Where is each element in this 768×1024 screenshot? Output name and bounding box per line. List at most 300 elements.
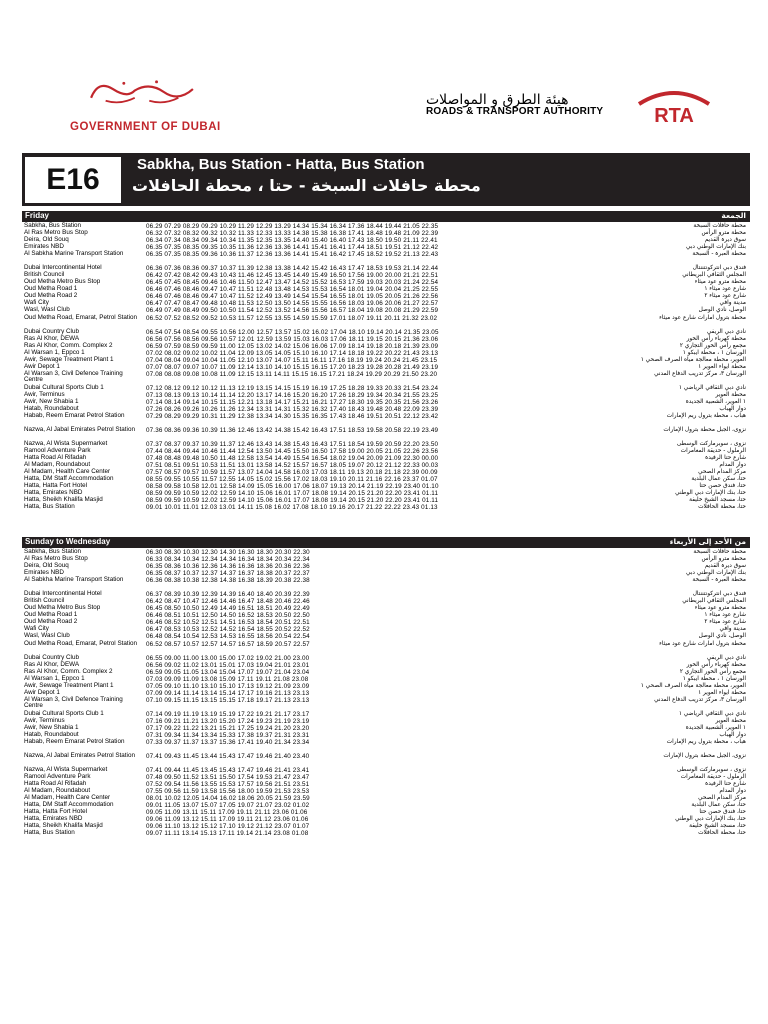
stop-name: Hatta, Emirates NBD (24, 489, 83, 497)
stop-name-ar: حتا، مسجد الشيخ خليفة (689, 823, 746, 830)
rta-arabic-name: هيئة الطرق و المواصلات (426, 92, 569, 108)
departure-times: 07.31 09.34 11.34 13.34 15.33 17.38 19.37 21.31 23.31 (146, 731, 310, 739)
table-row (22, 725, 750, 732)
stop-name: Sabkha, Bus Station (24, 548, 82, 555)
stop-name-ar: دوار الهباب (719, 731, 746, 738)
stop-name-ar: بنك الإمارات الوطني دبي (685, 244, 746, 251)
table-row (22, 802, 750, 809)
table-row (22, 350, 750, 357)
stop-name: Deira, Old Souq (24, 236, 69, 244)
route-title-ar: محطة حافلات السبخة - حتا ، محطة الحافلات (132, 176, 481, 195)
stop-name: Dubai Intercontinental Hotel (24, 264, 102, 272)
departure-times: 09.01 10.01 11.01 12.03 13.01 14.11 15.08 16.02 17.08 18.10 19.16 20.17 21.22 22.22 23.43 01.13 (146, 504, 438, 512)
table-row (22, 732, 750, 739)
table-row (22, 455, 750, 462)
stop-name: Hatta, DM Staff Accommodation (24, 475, 114, 483)
stop-name-ar: نزوى، الجبل محطة بترول الإمارات (663, 752, 746, 759)
stop-name: Ras Al Khor, Comm. Complex 2 (24, 667, 113, 675)
departure-times: 09.06 11.10 13.12 15.12 17.10 19.12 21.12 23.07 01.07 (146, 823, 310, 831)
departure-times: 06.35 08.37 10.37 12.37 14.37 16.37 18.38 20.37 22.37 (146, 570, 310, 578)
stop-name-ar: شارع عود ميثاء ٢ (704, 619, 746, 626)
stop-name: Ras Al Khor, Comm. Complex 2 (24, 341, 113, 349)
stop-name-ar: محطة حافلات السبخة (693, 223, 746, 229)
stop-name: Dubai Country Club (24, 653, 79, 661)
stop-name-ar: شارع عود ميثاء ١ (704, 286, 746, 293)
table-row (22, 823, 750, 830)
table-row (22, 469, 750, 476)
stop-name: Al Warsan 3, Civil Defence Training Centre (24, 369, 123, 384)
stop-name: Ras Al Khor, DEWA (24, 334, 80, 342)
stop-name-ar: محطة مترو عود ميثاء (694, 605, 746, 612)
stop-name: Al Madam, Roundabout (24, 787, 91, 795)
table-row (22, 483, 750, 490)
departure-times: 07.14 09.19 11.19 13.19 15.19 17.22 19.21 21.17 23.17 (146, 710, 310, 718)
stop-name-ar: المجلس الثقافي البريطاني (682, 598, 746, 605)
stop-name: Awir, Sewage Treatment Plant 1 (24, 681, 114, 689)
departure-times: 07.14 08.14 09.14 10.15 11.15 12.21 13.18 14.17 15.21 16.21 17.27 18.30 19.35 20.35 21.56 23.26 (146, 398, 439, 406)
stop-name-ar: مدينة وافي (719, 626, 746, 633)
table-row (22, 497, 750, 504)
route-code: E16 (25, 157, 121, 203)
table-row (22, 781, 750, 788)
stop-name-ar: المجلس الثقافي البريطاني (682, 272, 746, 279)
departure-times: 06.30 08.30 10.30 12.30 14.30 16.30 18.30 20.30 22.30 (146, 549, 310, 556)
departure-times: 07.26 08.26 09.26 10.26 11.26 12.34 13.31 14.31 15.32 16.32 17.40 18.43 19.48 20.48 22.09 23.39 (146, 405, 439, 413)
table-row (22, 286, 750, 293)
table-row (22, 563, 750, 570)
stop-name-ar: نادي دبي الريفي (706, 328, 746, 335)
stop-name: Hatta, DM Staff Accommodation (24, 801, 114, 809)
departure-times: 06.29 07.29 08.29 09.29 10.29 11.29 12.29 13.29 14.34 15.34 16.34 17.36 18.44 19.44 21.05 22.35 (146, 223, 439, 230)
departure-times: 07.29 08.29 09.29 10.31 11.29 12.38 13.34 14.30 15.35 16.35 17.43 18.46 19.51 20.51 22.12 23.42 (146, 412, 439, 420)
departure-times: 09.07 11.11 13.14 15.13 17.11 19.14 21.14 23.08 01.08 (146, 830, 309, 838)
stop-name: Oud Metha Metro Bus Stop (24, 278, 101, 286)
table-row (22, 336, 750, 343)
table-row (22, 619, 750, 626)
rta-logo-icon (634, 86, 714, 126)
stop-name-ar: سوق ديرة القديم (704, 237, 746, 244)
table-row (22, 598, 750, 605)
departure-times: 06.47 08.53 10.53 12.52 14.52 16.54 18.55 20.52 22.52 (146, 626, 310, 634)
timetable-page (22, 0, 750, 1024)
table-row (22, 329, 750, 336)
table-row (22, 371, 750, 385)
departure-times: 07.10 09.15 11.15 13.15 15.15 17.18 19.17 21.13 23.13 (146, 696, 310, 704)
departure-times: 07.12 08.12 09.12 10.12 11.13 12.19 13.15 14.15 15.19 16.19 17.25 18.28 19.33 20.33 21.54 23.24 (146, 384, 439, 392)
stop-name-ar: ١ العوير، الشعبية الجديدة (685, 398, 746, 405)
departure-times: 07.51 08.51 09.51 10.53 11.51 13.01 13.58 14.52 15.57 16.57 18.05 19.07 20.12 21.12 22.33 00.03 (146, 462, 439, 470)
friday-label-ar: الجمعة (721, 211, 746, 220)
stop-name: Ramool Adventure Park (24, 447, 91, 455)
table-row (22, 364, 750, 371)
table-row (22, 683, 750, 690)
table-row (22, 385, 750, 392)
stop-name: Awir, Sewage Treatment Plant 1 (24, 355, 114, 363)
stop-name-ar: حتا، محطة الحافلات (698, 504, 746, 511)
stop-name-ar: دوار المدام (719, 788, 746, 795)
stop-name: Awir, New Shabia 1 (24, 397, 79, 405)
table-row (22, 753, 750, 767)
table-row (22, 816, 750, 823)
departure-times: 06.52 07.52 08.52 09.52 10.53 11.57 12.55 13.55 14.59 15.59 17.01 18.07 19.11 20.11 21.32 23.02 (146, 314, 438, 322)
stop-name-ar: مجمع رأس الخور التجاري ٢ (679, 342, 746, 349)
departure-times: 06.54 07.54 08.54 09.55 10.56 12.00 12.57 13.57 15.02 16.02 17.04 18.10 19.14 20.14 21.35 23.05 (146, 328, 439, 336)
departure-times: 07.41 09.44 11.45 13.45 15.43 17.47 19.46 21.41 23.41 (146, 766, 310, 774)
weekday-section-header (22, 537, 750, 548)
table-row (22, 774, 750, 781)
stop-name: Wasl, Wasl Club (24, 306, 70, 314)
stop-name-ar: محطة العوير (715, 391, 746, 398)
departure-times: 08.55 09.55 10.55 11.57 12.55 14.05 15.02 15.56 17.02 18.03 19.10 20.11 21.16 22.16 23.37 01.07 (146, 476, 438, 484)
departure-times: 06.48 08.54 10.54 12.53 14.53 16.55 18.56 20.54 22.54 (146, 633, 310, 641)
stop-name-ar: شارع عود ميثاء ١ (704, 612, 746, 619)
stop-name: Dubai Cultural Sports Club 1 (24, 383, 104, 391)
table-row (22, 809, 750, 816)
stop-name-ar: الورسان ٣، مركز تدريب الدفاع المدني (654, 696, 746, 703)
departure-times: 06.46 07.46 08.46 09.47 10.47 11.52 12.49 13.49 14.54 15.54 16.55 18.01 19.05 20.05 21.26 22.56 (146, 293, 439, 301)
stop-name-ar: محطة مترو الرأس (701, 556, 746, 563)
stop-name-ar: محطة ايواء العوير ١ (698, 689, 746, 696)
table-row (22, 427, 750, 441)
table-row (22, 788, 750, 795)
table-row (22, 577, 750, 591)
stop-name: Oud Metha Metro Bus Stop (24, 604, 101, 612)
stop-name: Hatta Road Al Rifadah (24, 780, 87, 788)
stop-name-ar: نزوى، الجبل محطة بترول الإمارات (663, 426, 746, 433)
stop-name: Oud Metha Road 1 (24, 611, 78, 619)
departure-times: 07.36 08.36 09.36 10.39 11.36 12.46 13.42 14.38 15.42 16.43 17.51 18.53 19.58 20.58 22.19 23.49 (146, 426, 439, 434)
table-row (22, 676, 750, 683)
table-row (22, 767, 750, 774)
stop-name: Wafi City (24, 299, 49, 307)
departure-times: 06.42 08.47 10.47 12.46 14.46 16.47 18.48 20.46 22.46 (146, 598, 310, 606)
stop-name-ar: دوار الهباب (719, 405, 746, 412)
departure-times: 07.13 08.13 09.13 10.14 11.14 12.20 13.17 14.16 15.20 16.20 17.26 18.29 19.34 20.34 21.55 23.25 (146, 391, 439, 399)
table-row (22, 718, 750, 725)
stop-name-ar: العوير، محطة معالجة مياه الصرف الصحي ١ (640, 356, 746, 363)
stop-name-ar: مجمع رأس الخور التجاري ٢ (679, 668, 746, 675)
stop-name-ar: ١ العوير، الشعبية الجديدة (685, 724, 746, 731)
departure-times: 06.56 09.02 11.02 13.01 15.01 17.03 19.04 21.01 23.01 (146, 661, 310, 669)
stop-name: Nazwa, Al Wista Supermarket (24, 765, 108, 773)
stop-name: Dubai Intercontinental Hotel (24, 590, 102, 598)
departure-times: 06.46 08.51 10.51 12.50 14.50 16.52 18.53 20.50 22.50 (146, 612, 310, 620)
departure-times: 06.35 07.35 08.35 09.36 10.36 11.37 12.36 13.36 14.41 15.41 16.42 17.45 18.52 19.52 21.13 22.43 (146, 251, 439, 259)
stop-name: British Council (24, 597, 65, 605)
stop-name: Oud Metha Road, Emarat, Petrol Station (24, 313, 138, 321)
stop-name: Hatta, Hatta Fort Hotel (24, 808, 87, 816)
table-row (22, 244, 750, 251)
departure-times: 06.45 08.50 10.50 12.49 14.49 16.51 18.51 20.49 22.49 (146, 605, 310, 613)
table-row (22, 641, 750, 655)
stop-name: Al Warsan 1, Eppco 1 (24, 348, 85, 356)
table-row (22, 662, 750, 669)
departure-times: 07.33 09.37 11.37 13.37 15.36 17.41 19.40 21.34 23.34 (146, 738, 310, 746)
table-row (22, 462, 750, 469)
stop-name: Dubai Cultural Sports Club 1 (24, 709, 104, 717)
stop-name-ar: دوار المدام (719, 462, 746, 469)
stop-name: Habab, Reem Emarat Petrol Station (24, 411, 125, 419)
departure-times: 06.36 07.36 08.36 09.37 10.37 11.39 12.38 13.38 14.42 15.42 16.43 17.47 18.53 19.53 21.14 22.44 (146, 265, 439, 273)
stop-name: Nazwa, Al Jabal Emirates Petrol Station (24, 425, 135, 433)
table-row (22, 406, 750, 413)
stop-name-ar: بنك الإمارات الوطني دبي (685, 570, 746, 577)
table-row (22, 570, 750, 577)
rta-english-name: ROADS & TRANSPORT AUTHORITY (426, 106, 604, 117)
stop-name-ar: مدينة وافي (719, 300, 746, 307)
stop-name: Habab, Reem Emarat Petrol Station (24, 737, 125, 745)
stop-name: Nazwa, Al Wista Supermarket (24, 439, 108, 447)
stop-name-ar: حتا، بنك الإمارات دبي الوطني (675, 816, 746, 823)
stop-name-ar: محطة مترو عود ميثاء (694, 279, 746, 286)
departure-times: 06.46 08.52 10.52 12.51 14.51 16.53 18.54 20.51 22.51 (146, 619, 310, 627)
stop-name-ar: محطة كهرباء رأس الخور (686, 661, 746, 668)
departure-times: 07.09 09.14 11.14 13.14 15.14 17.17 19.16 21.13 23.13 (146, 689, 310, 697)
stop-name-ar: سوق ديرة القديم (704, 563, 746, 570)
stop-name: Oud Metha Road 2 (24, 618, 78, 626)
table-row (22, 549, 750, 556)
stop-name: Hatta, Sheikh Khalifa Masjid (24, 822, 103, 830)
departure-times: 06.59 07.59 08.59 09.59 11.00 12.05 13.02 14.02 15.06 16.06 17.09 18.14 19.18 20.18 21.39 23.09 (146, 342, 439, 350)
stop-name-ar: مركز المدام الصحي (698, 795, 746, 802)
departure-times: 06.35 08.36 10.36 12.36 14.36 16.36 18.36 20.36 22.36 (146, 563, 310, 571)
stop-name-ar: الوصل، نادي الوصل (698, 307, 746, 314)
stop-name: Al Madam, Roundabout (24, 461, 91, 469)
stop-name-ar: محطة العبرة - السبخة (692, 251, 746, 258)
stop-name-ar: حتا، فندق حصن حتا (699, 483, 746, 490)
stop-name-ar: الرملول - حديقة المغامرات (680, 774, 746, 781)
stop-name: Al Madam, Health Care Center (24, 468, 111, 476)
svg-text:RTA: RTA (654, 105, 694, 126)
departure-times: 06.55 09.00 11.00 13.00 15.00 17.02 19.02 21.00 23.00 (146, 654, 310, 662)
departure-times: 07.41 09.43 11.45 13.44 15.43 17.47 19.46 21.40 23.40 (146, 752, 310, 760)
table-row (22, 669, 750, 676)
stop-name: Al Madam, Health Care Center (24, 794, 111, 802)
stop-name-ar: محطة بترول امارات شارع عود ميثاء (659, 314, 746, 321)
stop-name-ar: هباب ، محطة بترول ريم الإمارات (666, 412, 746, 419)
table-row (22, 300, 750, 307)
stop-name-ar: نزوى ، سوبرماركت الوسطى (676, 766, 746, 773)
departure-times: 07.37 08.37 09.37 10.39 11.37 12.46 13.43 14.38 15.43 16.43 17.51 18.54 19.59 20.59 22.20 23.50 (146, 440, 439, 448)
table-row (22, 711, 750, 718)
stop-name-ar: شارع حتا الرفيدة (705, 781, 746, 788)
departure-times: 06.45 07.45 08.45 09.46 10.46 11.50 12.47 13.47 14.52 15.52 16.53 17.59 19.03 20.03 21.24 22.54 (146, 279, 439, 287)
table-row (22, 392, 750, 399)
stop-name: Emirates NBD (24, 569, 64, 577)
departure-times: 08.59 09.59 10.59 12.02 12.59 14.10 15.06 16.01 17.07 18.08 19.14 20.15 21.20 22.20 23.41 01.11 (146, 490, 439, 498)
stop-name-ar: محطة العبرة - السبخة (692, 577, 746, 584)
stop-name-ar: العوير، محطة معالجة مياه الصرف الصحي ١ (640, 682, 746, 689)
table-row (22, 223, 750, 230)
departure-times: 06.46 07.46 08.46 09.47 10.47 11.51 12.48 13.48 14.53 15.53 16.54 18.01 19.04 20.04 21.25 22.55 (146, 286, 439, 294)
departure-times: 07.16 09.21 11.21 13.20 15.20 17.24 19.23 21.19 23.19 (146, 717, 310, 725)
stop-name-ar: حتا، فندق حصن حتا (699, 809, 746, 816)
stop-name: Hatta, Emirates NBD (24, 815, 83, 823)
stop-name: Oud Metha Road 1 (24, 285, 78, 293)
departure-times: 07.02 08.02 09.02 10.02 11.04 12.09 13.05 14.05 15.10 16.10 17.14 18.18 19.22 20.22 21.43 23.13 (146, 349, 439, 357)
departure-times: 06.47 07.47 08.47 09.48 10.48 11.53 12.50 13.50 14.55 15.55 16.56 18.03 19.06 20.06 21.27 22.57 (146, 300, 439, 308)
table-row (22, 251, 750, 265)
stop-name: Awir, Terminus (24, 390, 65, 398)
stop-name-ar: حتا، سكن عمال البلدية (691, 476, 746, 483)
table-row (22, 795, 750, 802)
stop-name: Emirates NBD (24, 243, 64, 251)
table-row (22, 830, 750, 837)
departure-times: 07.44 08.44 09.44 10.46 11.44 12.54 13.50 14.45 15.50 16.50 17.58 19.00 20.05 21.05 22.26 23.56 (146, 448, 439, 456)
departure-times: 09.06 11.09 13.12 15.11 17.09 19.11 21.12 23.06 01.06 (146, 816, 309, 824)
table-row (22, 476, 750, 483)
departure-times: 06.49 07.49 08.49 09.50 10.50 11.54 12.52 13.52 14.56 15.56 16.57 18.04 19.08 20.08 21.29 22.59 (146, 307, 439, 315)
departure-times: 06.42 07.42 08.42 09.43 10.43 11.46 12.45 13.45 14.49 15.49 16.50 17.56 19.00 20.00 21.21 22.51 (146, 272, 439, 280)
stop-name: Hatta, Bus Station (24, 503, 75, 511)
table-row (22, 690, 750, 697)
stop-name: Hatab, Roundabout (24, 730, 79, 738)
stop-name-ar: محطة ايواء العوير ١ (698, 363, 746, 370)
stop-name-ar: حتا، سكن عمال البلدية (691, 802, 746, 809)
table-row (22, 626, 750, 633)
stop-name-ar: شارع حتا الرفيدة (705, 455, 746, 462)
stop-name: Hatta, Bus Station (24, 829, 75, 837)
stop-name-ar: نزوى ، سوبرماركت الوسطى (676, 440, 746, 447)
stop-name-ar: نادي دبي الثقافي الرياضي ١ (678, 384, 746, 391)
departure-times: 07.52 09.54 11.56 13.55 15.53 17.57 19.56 21.51 23.51 (146, 781, 310, 789)
stop-name: Al Sabkha Marine Transport Station (24, 576, 124, 584)
table-row (22, 490, 750, 497)
stop-name-ar: حتا، بنك الإمارات دبي الوطني (675, 490, 746, 497)
departure-times: 06.37 08.39 10.39 12.39 14.39 16.40 18.40 20.39 22.39 (146, 591, 310, 599)
stop-name-ar: فندق دبي انتركونتننتال (692, 591, 746, 598)
departure-times: 07.48 08.48 09.48 10.50 11.48 12.58 13.54 14.49 15.54 16.54 18.02 19.04 20.09 21.09 22.30 00.00 (146, 455, 439, 463)
stop-name: Al Ras Metro Bus Stop (24, 555, 88, 563)
stop-name: Awir Depot 1 (24, 362, 60, 370)
table-row (22, 272, 750, 279)
stop-name-ar: نادي دبي الريفي (706, 654, 746, 661)
friday-section-header (22, 211, 750, 222)
table-row (22, 605, 750, 612)
stop-name-ar: الرملول - حديقة المغامرات (680, 448, 746, 455)
table-row (22, 697, 750, 711)
stop-name: Hatta, Hatta Fort Hotel (24, 482, 87, 490)
stop-name: Hatta, Sheikh Khalifa Masjid (24, 496, 103, 504)
stop-name-ar: محطة مترو الرأس (701, 230, 746, 237)
stop-name: Hatta Road Al Rifadah (24, 454, 87, 462)
route-title-en: Sabkha, Bus Station - Hatta, Bus Station (137, 156, 425, 173)
table-row (22, 357, 750, 364)
departure-times: 08.01 10.02 12.05 14.04 16.02 18.06 20.05 21.59 23.59 (146, 795, 310, 803)
departure-times: 07.17 09.22 11.22 13.21 15.21 17.25 19.24 21.20 23.20 (146, 724, 310, 732)
table-row (22, 265, 750, 272)
departure-times: 06.32 07.32 08.32 09.32 10.32 11.33 12.33 13.33 14.38 15.38 16.38 17.41 18.48 19.48 21.09 22.39 (146, 230, 439, 238)
departure-times: 07.08 08.08 09.08 10.08 11.09 12.15 13.11 14.11 15.15 16.15 17.21 18.24 19.29 20.29 21.50 23.20 (146, 370, 438, 378)
departure-times: 06.36 08.38 10.38 12.38 14.38 16.38 18.39 20.38 22.38 (146, 577, 310, 585)
stop-name-ar: شارع عود ميثاء ٢ (704, 293, 746, 300)
stop-name: Al Ras Metro Bus Stop (24, 229, 88, 237)
departure-times: 07.55 09.56 11.59 13.58 15.56 18.00 19.59 21.53 23.53 (146, 788, 310, 796)
stop-name-ar: محطة كهرباء رأس الخور (686, 335, 746, 342)
stop-name: Hatab, Roundabout (24, 404, 79, 412)
stop-name: Dubai Country Club (24, 327, 79, 335)
table-row (22, 655, 750, 662)
stop-name: Wafi City (24, 625, 49, 633)
departure-times: 06.34 07.34 08.34 09.34 10.34 11.35 12.35 13.35 14.40 15.40 16.40 17.43 18.50 19.50 21.11 22.41 (146, 237, 438, 245)
stop-name-ar: الورسان ١ ، محطة ايبكو ١ (682, 675, 746, 682)
stop-name-ar: محطة بترول امارات شارع عود ميثاء (659, 640, 746, 647)
departure-times: 07.57 08.57 09.57 10.59 11.57 13.07 14.04 14.58 16.03 17.03 18.11 19.13 20.18 21.18 22.39 00.09 (146, 469, 438, 477)
stop-name: Al Warsan 3, Civil Defence Training Centre (24, 695, 123, 710)
stop-name: Al Warsan 1, Eppco 1 (24, 674, 85, 682)
stop-name: British Council (24, 271, 65, 279)
table-row (22, 441, 750, 448)
stop-name-ar: فندق دبي انتركونتننتال (692, 265, 746, 272)
departure-times: 06.56 07.56 08.56 09.56 10.57 12.01 12.59 13.59 15.03 16.03 17.06 18.11 19.15 20.15 21.36 23.06 (146, 335, 439, 343)
table-row (22, 612, 750, 619)
table-row (22, 399, 750, 406)
dubai-government-emblem-icon (62, 76, 222, 116)
stop-name-ar: الوصل، نادي الوصل (698, 633, 746, 640)
stop-name-ar: مركز المدام الصحي (698, 469, 746, 476)
table-row (22, 279, 750, 286)
table-row (22, 315, 750, 329)
stop-name: Awir, New Shabia 1 (24, 723, 79, 731)
departure-times: 08.59 09.59 10.59 12.02 12.59 14.10 15.06 16.01 17.07 18.08 19.14 20.15 21.20 22.20 23.41 01.11 (146, 497, 439, 505)
table-row (22, 504, 750, 511)
departure-times: 06.35 07.35 08.35 09.35 10.35 11.36 12.36 13.36 14.41 15.41 16.41 17.44 18.51 19.51 21.12 22.42 (146, 244, 439, 252)
stop-name: Nazwa, Al Jabal Emirates Petrol Station (24, 751, 135, 759)
stop-name-ar: الورسان ٣، مركز تدريب الدفاع المدني (654, 370, 746, 377)
weekday-timetable (22, 549, 750, 837)
departure-times: 06.59 09.05 11.05 13.04 15.04 17.07 19.07 21.04 23.04 (146, 668, 310, 676)
stop-name: Wasl, Wasl Club (24, 632, 70, 640)
table-row (22, 556, 750, 563)
stop-name: Deira, Old Souq (24, 562, 69, 570)
table-row (22, 591, 750, 598)
departure-times: 07.48 09.50 11.52 13.51 15.50 17.54 19.53 21.47 23.47 (146, 774, 310, 782)
stop-name: Oud Metha Road, Emarat, Petrol Station (24, 639, 138, 647)
departure-times: 06.52 08.57 10.57 12.57 14.57 16.57 18.59 20.57 22.57 (146, 640, 310, 648)
stop-name: Ras Al Khor, DEWA (24, 660, 80, 668)
stop-name-ar: محطة العوير (715, 717, 746, 724)
departure-times: 07.04 08.04 09.04 10.04 11.05 12.10 13.07 14.07 15.11 16.11 17.16 18.19 19.24 20.24 21.45 23.15 (146, 356, 438, 364)
government-name: GOVERNMENT OF DUBAI (70, 121, 221, 133)
table-row (22, 343, 750, 350)
stop-name: Al Sabkha Marine Transport Station (24, 250, 124, 258)
table-row (22, 237, 750, 244)
table-row (22, 739, 750, 753)
stop-name: Ramool Adventure Park (24, 773, 91, 781)
departure-times: 07.03 09.09 11.09 13.08 15.09 17.11 19.11 21.08 23.08 (146, 675, 309, 683)
stop-name: Sabkha, Bus Station (24, 222, 82, 229)
table-row (22, 448, 750, 455)
table-row (22, 230, 750, 237)
route-banner (22, 153, 750, 206)
departure-times: 09.05 11.09 13.11 15.11 17.09 19.11 21.11 23.06 01.06 (146, 809, 308, 817)
stop-name: Oud Metha Road 2 (24, 292, 78, 300)
stop-name-ar: الورسان ١ ، محطة ايبكو ١ (682, 349, 746, 356)
stop-name-ar: هباب ، محطة بترول ريم الإمارات (666, 738, 746, 745)
friday-label: Friday (25, 211, 50, 220)
stop-name-ar: حتا، مسجد الشيخ خليفة (689, 497, 746, 504)
departure-times: 08.58 09.58 10.58 12.01 12.58 14.09 15.05 16.00 17.06 18.07 19.13 20.14 21.19 22.19 23.40 01.10 (146, 483, 439, 491)
departure-times: 06.33 08.34 10.34 12.34 14.34 16.34 18.34 20.34 22.34 (146, 556, 310, 564)
stop-name-ar: حتا، محطة الحافلات (698, 830, 746, 837)
friday-timetable (22, 223, 750, 511)
weekday-label-ar: من الأحد إلى الأربعاء (669, 537, 746, 546)
table-row (22, 413, 750, 427)
departure-times: 07.05 09.10 11.10 13.10 15.10 17.13 19.12 21.09 23.09 (146, 682, 310, 690)
stop-name-ar: نادي دبي الثقافي الرياضي ١ (678, 710, 746, 717)
stop-name: Awir, Terminus (24, 716, 65, 724)
stop-name-ar: محطة حافلات السبخة (693, 549, 746, 555)
